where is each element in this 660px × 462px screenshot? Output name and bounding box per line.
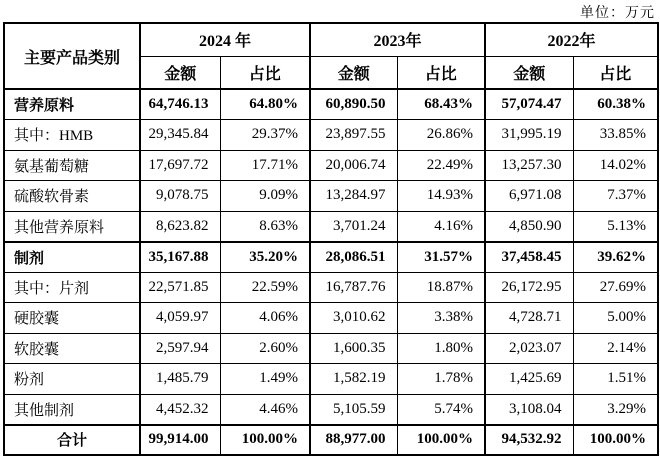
amount-cell: 57,074.47 bbox=[485, 89, 573, 120]
ratio-cell: 33.85% bbox=[573, 120, 658, 151]
table-row bbox=[4, 211, 658, 242]
ratio-cell: 64.80% bbox=[220, 89, 310, 120]
amount-cell: 17,697.72 bbox=[140, 150, 220, 181]
ratio-cell: 1.80% bbox=[397, 333, 485, 364]
amount-cell: 2,597.94 bbox=[140, 333, 220, 364]
category-cell: 合计 bbox=[4, 425, 140, 456]
category-cell: 其他营养原料 bbox=[4, 211, 140, 242]
table-row bbox=[4, 242, 658, 273]
year-header-2022: 2022年 bbox=[485, 23, 658, 56]
category-header: 主要产品类别 bbox=[4, 23, 140, 89]
amount-cell: 1,582.19 bbox=[310, 364, 397, 395]
ratio-cell: 68.43% bbox=[397, 89, 485, 120]
table-row bbox=[4, 272, 658, 303]
amount-cell: 94,532.92 bbox=[485, 425, 573, 456]
ratio-cell: 1.51% bbox=[573, 364, 658, 395]
ratio-cell: 2.14% bbox=[573, 333, 658, 364]
unit-label: 单位：万元 bbox=[580, 6, 655, 21]
amount-cell: 28,086.51 bbox=[310, 242, 397, 273]
ratio-cell: 60.38% bbox=[573, 89, 658, 120]
ratio-cell: 100.00% bbox=[220, 425, 310, 456]
ratio-cell: 5.13% bbox=[573, 211, 658, 242]
amount-cell: 1,425.69 bbox=[485, 364, 573, 395]
ratio-cell: 8.63% bbox=[220, 211, 310, 242]
amount-cell: 13,284.97 bbox=[310, 181, 397, 212]
ratio-cell: 31.57% bbox=[397, 242, 485, 273]
ratio-cell: 39.62% bbox=[573, 242, 658, 273]
amount-cell: 99,914.00 bbox=[140, 425, 220, 456]
ratio-cell: 17.71% bbox=[220, 150, 310, 181]
category-cell: 硬胶囊 bbox=[4, 303, 140, 334]
category-cell: 营养原料 bbox=[4, 89, 140, 120]
amount-header-2023: 金额 bbox=[310, 56, 397, 89]
ratio-cell: 18.87% bbox=[397, 272, 485, 303]
product-revenue-table bbox=[3, 22, 659, 456]
amount-cell: 4,452.32 bbox=[140, 394, 220, 425]
amount-cell: 2,023.07 bbox=[485, 333, 573, 364]
ratio-cell: 27.69% bbox=[573, 272, 658, 303]
table-row bbox=[4, 150, 658, 181]
ratio-cell: 22.49% bbox=[397, 150, 485, 181]
ratio-cell: 2.60% bbox=[220, 333, 310, 364]
amount-cell: 8,623.82 bbox=[140, 211, 220, 242]
category-cell: 软胶囊 bbox=[4, 333, 140, 364]
category-cell: 其他制剂 bbox=[4, 394, 140, 425]
ratio-cell: 9.09% bbox=[220, 181, 310, 212]
ratio-cell: 1.49% bbox=[220, 364, 310, 395]
table-row bbox=[4, 181, 658, 212]
ratio-cell: 4.16% bbox=[397, 211, 485, 242]
ratio-cell: 3.29% bbox=[573, 394, 658, 425]
amount-cell: 37,458.45 bbox=[485, 242, 573, 273]
amount-cell: 6,971.08 bbox=[485, 181, 573, 212]
ratio-cell: 4.06% bbox=[220, 303, 310, 334]
ratio-cell: 100.00% bbox=[573, 425, 658, 456]
table-row bbox=[4, 89, 658, 120]
ratio-cell: 100.00% bbox=[397, 425, 485, 456]
ratio-cell: 7.37% bbox=[573, 181, 658, 212]
amount-cell: 4,059.97 bbox=[140, 303, 220, 334]
table-header bbox=[4, 23, 658, 89]
category-cell: 其中：HMB bbox=[4, 120, 140, 151]
category-cell: 其中：片剂 bbox=[4, 272, 140, 303]
table-row bbox=[4, 425, 658, 456]
amount-cell: 64,746.13 bbox=[140, 89, 220, 120]
amount-cell: 13,257.30 bbox=[485, 150, 573, 181]
amount-cell: 4,850.90 bbox=[485, 211, 573, 242]
amount-cell: 22,571.85 bbox=[140, 272, 220, 303]
ratio-cell: 4.46% bbox=[220, 394, 310, 425]
amount-cell: 29,345.84 bbox=[140, 120, 220, 151]
category-cell: 氨基葡萄糖 bbox=[4, 150, 140, 181]
ratio-cell: 22.59% bbox=[220, 272, 310, 303]
ratio-cell: 14.93% bbox=[397, 181, 485, 212]
amount-cell: 16,787.76 bbox=[310, 272, 397, 303]
ratio-header-2022: 占比 bbox=[573, 56, 658, 89]
amount-cell: 3,701.24 bbox=[310, 211, 397, 242]
category-cell: 制剂 bbox=[4, 242, 140, 273]
category-cell: 硫酸软骨素 bbox=[4, 181, 140, 212]
table-row bbox=[4, 120, 658, 151]
amount-cell: 9,078.75 bbox=[140, 181, 220, 212]
amount-cell: 26,172.95 bbox=[485, 272, 573, 303]
amount-cell: 23,897.55 bbox=[310, 120, 397, 151]
ratio-cell: 1.78% bbox=[397, 364, 485, 395]
amount-cell: 31,995.19 bbox=[485, 120, 573, 151]
amount-cell: 3,108.04 bbox=[485, 394, 573, 425]
amount-cell: 88,977.00 bbox=[310, 425, 397, 456]
ratio-cell: 14.02% bbox=[573, 150, 658, 181]
amount-cell: 5,105.59 bbox=[310, 394, 397, 425]
ratio-cell: 5.74% bbox=[397, 394, 485, 425]
ratio-cell: 29.37% bbox=[220, 120, 310, 151]
year-header-row bbox=[4, 23, 658, 56]
ratio-header-2023: 占比 bbox=[397, 56, 485, 89]
amount-header-2024: 金额 bbox=[140, 56, 220, 89]
amount-cell: 4,728.71 bbox=[485, 303, 573, 334]
table-row bbox=[4, 333, 658, 364]
ratio-cell: 5.00% bbox=[573, 303, 658, 334]
table-body bbox=[4, 89, 658, 455]
ratio-cell: 3.38% bbox=[397, 303, 485, 334]
table-row bbox=[4, 303, 658, 334]
year-header-2024: 2024 年 bbox=[140, 23, 310, 56]
table-row bbox=[4, 394, 658, 425]
table-row bbox=[4, 364, 658, 395]
amount-cell: 35,167.88 bbox=[140, 242, 220, 273]
category-cell: 粉剂 bbox=[4, 364, 140, 395]
ratio-header-2024: 占比 bbox=[220, 56, 310, 89]
ratio-cell: 35.20% bbox=[220, 242, 310, 273]
amount-header-2022: 金额 bbox=[485, 56, 573, 89]
amount-cell: 60,890.50 bbox=[310, 89, 397, 120]
amount-cell: 3,010.62 bbox=[310, 303, 397, 334]
amount-cell: 20,006.74 bbox=[310, 150, 397, 181]
year-header-2023: 2023年 bbox=[310, 23, 485, 56]
amount-cell: 1,485.79 bbox=[140, 364, 220, 395]
amount-cell: 1,600.35 bbox=[310, 333, 397, 364]
ratio-cell: 26.86% bbox=[397, 120, 485, 151]
